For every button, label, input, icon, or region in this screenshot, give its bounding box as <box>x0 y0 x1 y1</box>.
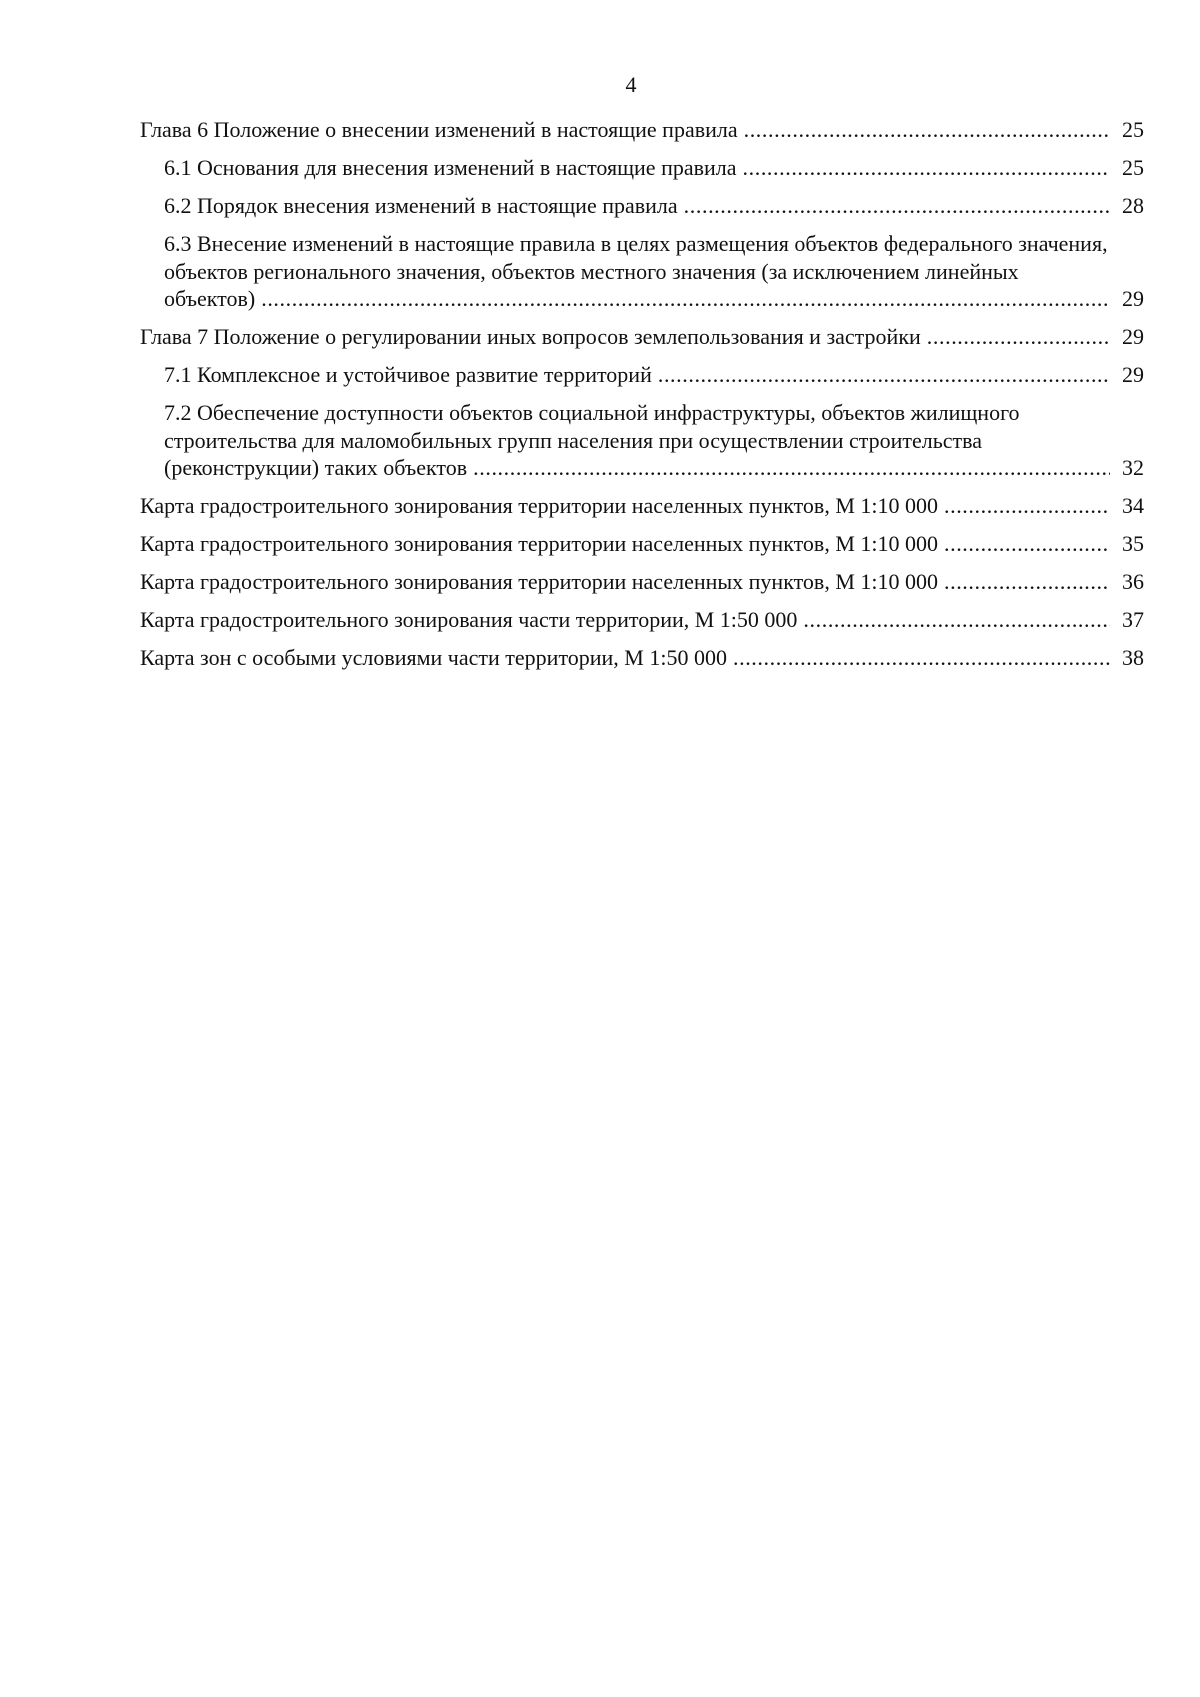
toc-entry-page: 37 <box>1110 606 1144 634</box>
toc-entry-7-2[interactable] <box>164 399 1144 482</box>
toc-entry-page: 29 <box>1110 285 1144 313</box>
toc-entry-page: 25 <box>1110 154 1144 182</box>
toc-entry-page: 36 <box>1110 568 1144 596</box>
toc-entry-6-3[interactable] <box>164 230 1144 313</box>
toc-entry-page: 28 <box>1110 192 1144 220</box>
toc-entry-title: Глава 6 Положение о внесении изменений в настоящие правила ..... <box>140 117 742 142</box>
page-number: 4 <box>625 72 637 97</box>
toc-entry-title: 6.3 Внесение изменений в настоящие правила в целях размещения объектов федерального значения, объектов регионального значения, объектов местного значения (за исключением линейных объектов) ..... <box>164 231 1108 311</box>
toc-entry-page: 32 <box>1110 454 1144 482</box>
toc-entry-map-3[interactable] <box>140 568 1144 596</box>
toc-entry-title: 6.2 Порядок внесения изменений в настоящие правила ..... <box>164 193 682 218</box>
toc-entry-title: Карта градостроительного зонирования территории населенных пунктов, М 1:10 000 ..... <box>140 569 942 594</box>
toc-entry-page: 35 <box>1110 530 1144 558</box>
toc-entry-7-1[interactable] <box>164 361 1144 389</box>
toc-entry-6-2[interactable] <box>164 192 1144 220</box>
toc-entry-title: Карта зон с особыми условиями части территории, М 1:50 000 ..... <box>140 645 731 670</box>
toc-entry-map-4[interactable] <box>140 606 1144 634</box>
toc-entry-title: 6.1 Основания для внесения изменений в настоящие правила ..... <box>164 155 741 180</box>
toc-entry-map-1[interactable] <box>140 492 1144 520</box>
toc-entry-chapter-7[interactable] <box>140 323 1144 351</box>
toc-entry-title: 7.2 Обеспечение доступности объектов социальной инфраструктуры, объектов жилищного строительства для маломобильных групп населения при осуществлении строительства (реконструкции) таких объектов ..... <box>164 400 1020 480</box>
toc-entry-map-5[interactable] <box>140 644 1144 672</box>
toc-entry-page: 29 <box>1110 361 1144 389</box>
toc-entry-chapter-6[interactable] <box>140 116 1144 144</box>
toc-entry-6-1[interactable] <box>164 154 1144 182</box>
toc-entry-title: Глава 7 Положение о регулировании иных вопросов землепользования и застройки ..... <box>140 324 925 349</box>
toc-entry-page: 25 <box>1110 116 1144 144</box>
toc-entry-page: 38 <box>1110 644 1144 672</box>
toc-entry-title: Карта градостроительного зонирования территории населенных пунктов, М 1:10 000 ..... <box>140 531 942 556</box>
toc-entry-map-2[interactable] <box>140 530 1144 558</box>
toc-entry-page: 29 <box>1110 323 1144 351</box>
toc-entry-title: Карта градостроительного зонирования части территории, М 1:50 000 ..... <box>140 607 801 632</box>
table-of-contents <box>140 116 1144 682</box>
toc-entry-title: 7.1 Комплексное и устойчивое развитие территорий ..... <box>164 362 656 387</box>
toc-entry-title: Карта градостроительного зонирования территории населенных пунктов, М 1:10 000 ..... <box>140 493 942 518</box>
toc-entry-page: 34 <box>1110 492 1144 520</box>
